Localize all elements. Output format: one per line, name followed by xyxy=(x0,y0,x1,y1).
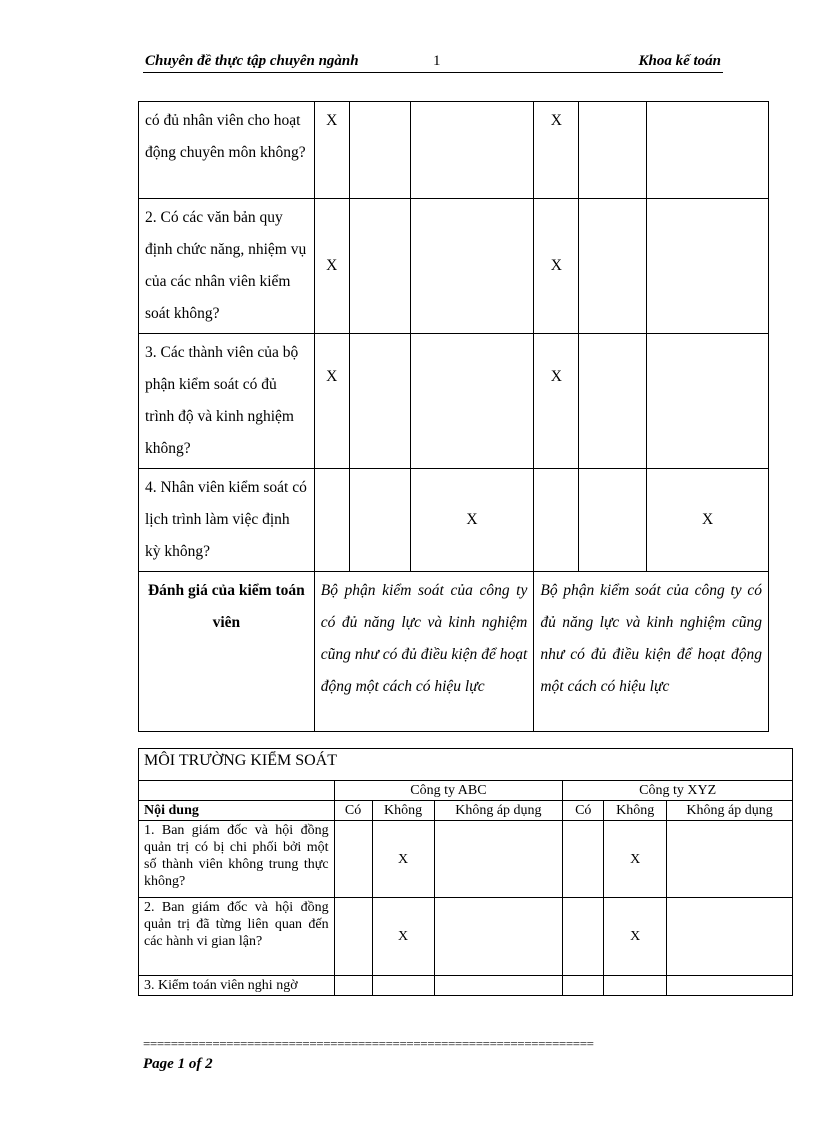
evaluation-company-2: Bộ phận kiểm soát của công ty có đủ năng lực và kinh nghiệm cũng như có đủ điều kiện để hoạt động một cách có hiệu lực xyxy=(534,572,769,732)
mark-cell xyxy=(647,334,769,469)
mark-cell xyxy=(563,821,604,898)
mark-cell xyxy=(667,976,793,996)
mark-cell xyxy=(667,898,793,976)
footer-page-indicator: Page 1 of 2 xyxy=(143,1056,213,1072)
mark-cell xyxy=(349,469,410,572)
mark-cell xyxy=(667,821,793,898)
mark-cell xyxy=(434,898,563,976)
header-course-title: Chuyên đề thực tập chuyên ngành xyxy=(145,53,359,69)
empty-header-cell xyxy=(139,781,335,801)
mark-cell xyxy=(604,976,667,996)
content-header: Nội dung xyxy=(139,801,335,821)
evaluation-row xyxy=(139,572,769,732)
question-cell: 3. Các thành viên của bộ phận kiểm soát có đủ trình độ và kinh nghiệm không? xyxy=(139,334,315,469)
mark-cell: X xyxy=(314,199,349,334)
table-row xyxy=(139,976,793,996)
question-cell: 2. Ban giám đốc và hội đồng quản trị đã từng liên quan đến các hành vi gian lận? xyxy=(139,898,335,976)
control-environment-table xyxy=(138,748,793,996)
mark-cell xyxy=(563,898,604,976)
table-title: MÔI TRƯỜNG KIỂM SOÁT xyxy=(139,749,793,781)
question-cell: 1. Ban giám đốc và hội đồng quản trị có bị chi phối bởi một số thành viên không trung thực không? xyxy=(139,821,335,898)
no-header: Không xyxy=(604,801,667,821)
table-row xyxy=(139,102,769,199)
mark-cell: X xyxy=(314,102,349,199)
mark-cell xyxy=(410,334,534,469)
mark-cell: X xyxy=(314,334,349,469)
mark-cell xyxy=(349,334,410,469)
control-evaluation-table xyxy=(138,101,769,732)
mark-cell: X xyxy=(647,469,769,572)
mark-cell: X xyxy=(604,821,667,898)
mark-cell: X xyxy=(410,469,534,572)
mark-cell xyxy=(334,821,372,898)
mark-cell xyxy=(314,469,349,572)
mark-cell xyxy=(434,821,563,898)
evaluation-label: Đánh giá của kiểm toán viên xyxy=(139,572,315,732)
table-row xyxy=(139,469,769,572)
question-cell: có đủ nhân viên cho hoạt động chuyên môn không? xyxy=(139,102,315,199)
page-header xyxy=(143,52,723,73)
company-abc-header: Công ty ABC xyxy=(334,781,563,801)
mark-cell: X xyxy=(372,898,434,976)
table-row xyxy=(139,821,793,898)
no-header: Không xyxy=(372,801,434,821)
mark-cell: X xyxy=(534,102,579,199)
company-xyz-header: Công ty XYZ xyxy=(563,781,793,801)
mark-cell xyxy=(563,976,604,996)
evaluation-company-1: Bộ phận kiểm soát của công ty có đủ năng lực và kinh nghiệm cũng như có đủ điều kiện để hoạt động một cách có hiệu lực xyxy=(314,572,534,732)
table-row xyxy=(139,898,793,976)
mark-cell xyxy=(434,976,563,996)
table-title-row xyxy=(139,749,793,781)
mark-cell: X xyxy=(604,898,667,976)
yes-header: Có xyxy=(563,801,604,821)
header-page-number: 1 xyxy=(433,53,441,69)
mark-cell xyxy=(334,898,372,976)
mark-cell xyxy=(579,199,647,334)
header-department: Khoa kế toán xyxy=(638,53,721,69)
mark-cell xyxy=(534,469,579,572)
mark-cell xyxy=(579,102,647,199)
question-cell: 3. Kiểm toán viên nghi ngờ xyxy=(139,976,335,996)
company-header-row xyxy=(139,781,793,801)
mark-cell xyxy=(334,976,372,996)
table-row xyxy=(139,334,769,469)
mark-cell xyxy=(647,102,769,199)
mark-cell xyxy=(579,334,647,469)
mark-cell xyxy=(372,976,434,996)
mark-cell: X xyxy=(534,334,579,469)
mark-cell xyxy=(349,102,410,199)
mark-cell xyxy=(349,199,410,334)
table-row xyxy=(139,199,769,334)
footer-separator: ================================================================= xyxy=(143,1036,594,1051)
column-header-row xyxy=(139,801,793,821)
mark-cell: X xyxy=(372,821,434,898)
mark-cell xyxy=(579,469,647,572)
na-header: Không áp dụng xyxy=(667,801,793,821)
mark-cell xyxy=(410,199,534,334)
question-cell: 4. Nhân viên kiểm soát có lịch trình làm việc định kỳ không? xyxy=(139,469,315,572)
mark-cell xyxy=(647,199,769,334)
question-cell: 2. Có các văn bản quy định chức năng, nhiệm vụ của các nhân viên kiểm soát không? xyxy=(139,199,315,334)
na-header: Không áp dụng xyxy=(434,801,563,821)
yes-header: Có xyxy=(334,801,372,821)
mark-cell: X xyxy=(534,199,579,334)
mark-cell xyxy=(410,102,534,199)
